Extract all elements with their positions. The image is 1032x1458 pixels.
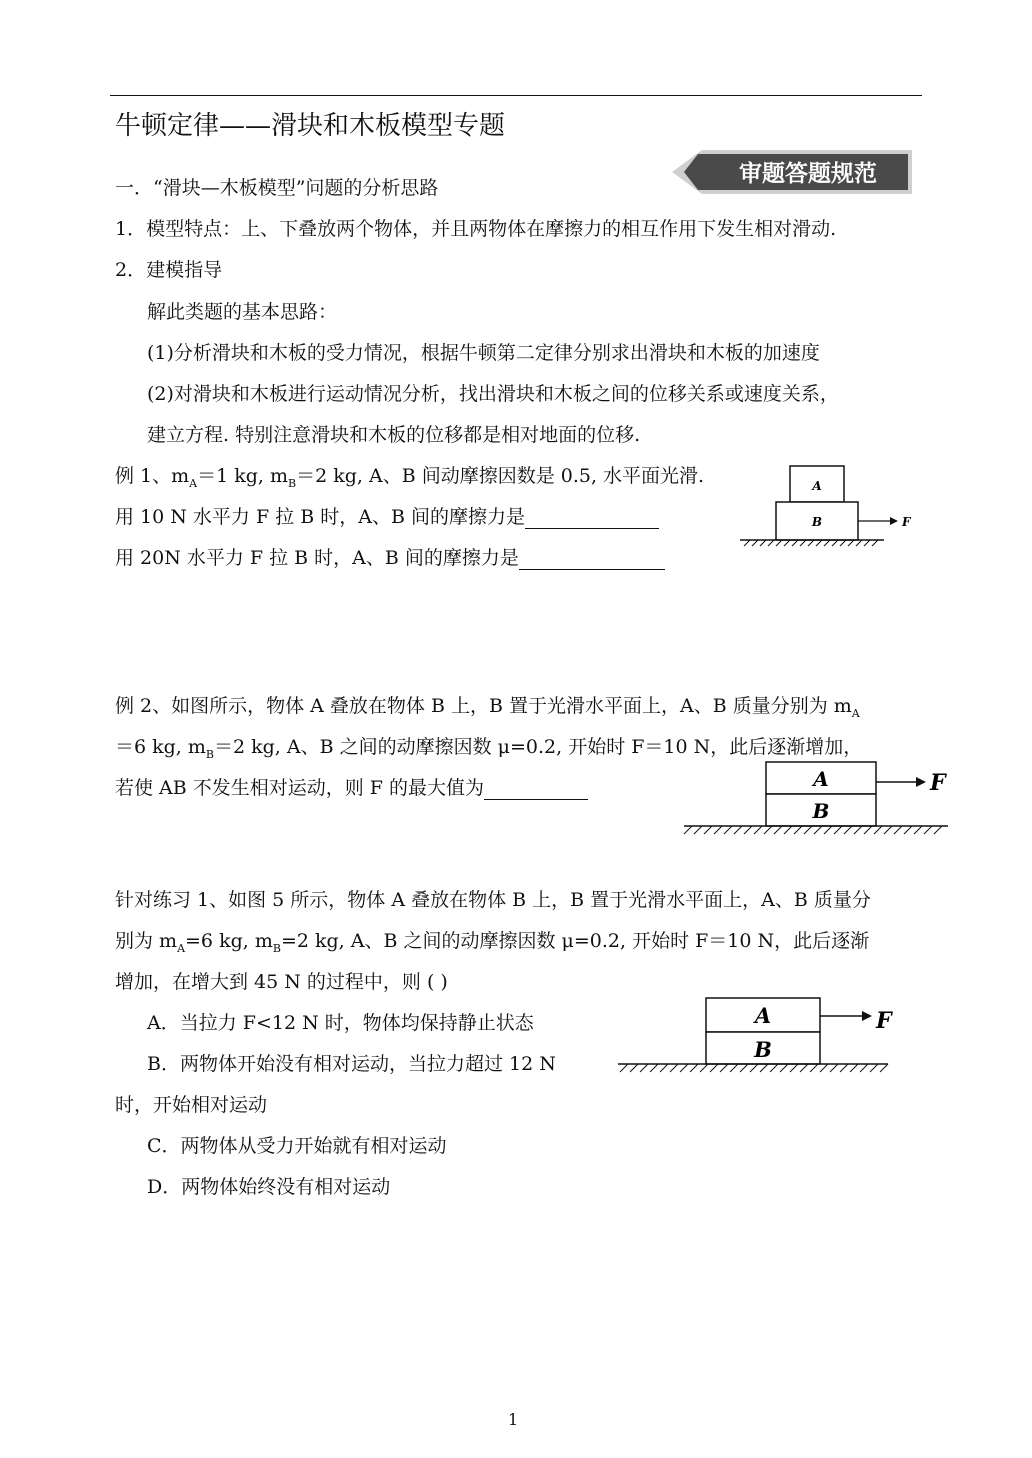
text-fragment: =6 kg, m — [185, 930, 273, 952]
text-fragment: ＝1 kg, m — [197, 465, 289, 487]
text-fragment: ＝2 kg, A、B 间动摩擦因数是 0.5, 水平面光滑. — [296, 465, 705, 487]
option-d[interactable]: D．两物体始终没有相对运动 — [147, 1176, 391, 1198]
ground-hatching — [684, 826, 942, 834]
section-heading: 一．“滑块—木板模型”问题的分析思路 — [115, 177, 439, 199]
page-number: 1 — [508, 1410, 519, 1429]
text-fragment: 别为 m — [115, 930, 178, 952]
subscript: B — [288, 477, 297, 490]
arrowhead-icon — [890, 517, 898, 525]
arrowhead-icon — [916, 777, 926, 787]
model-feature: 1．模型特点：上、下叠放两个物体，并且两物体在摩擦力的相互作用下发生相对滑动. — [115, 218, 837, 240]
example-1-given — [115, 464, 704, 496]
text-fragment: ＝6 kg, m — [115, 736, 206, 758]
basic-approach: 解此类题的基本思路： — [147, 301, 338, 323]
top-rule — [110, 95, 922, 96]
subscript: A — [189, 477, 198, 490]
step-1: (1)分析滑块和木板的受力情况，根据牛顿第二定律分别求出滑块和木板的加速度 — [147, 342, 820, 364]
subscript: A — [851, 707, 860, 720]
practice-1-line-2 — [115, 929, 869, 961]
block-a-label: A — [812, 479, 822, 493]
step-2-continued: 建立方程. 特别注意滑块和木板的位移都是相对地面的位移. — [147, 424, 641, 446]
section-badge — [672, 150, 912, 198]
text-fragment: ＝2 kg, A、B 之间的动摩擦因数 μ=0.2, 开始时 F＝10 N，此后逐渐增加， — [214, 736, 863, 758]
example-1-question-b — [115, 546, 665, 570]
text-fragment: 例 1、m — [115, 465, 190, 487]
question-text: 用 20N 水平力 F 拉 B 时，A、B 间的摩擦力是 — [115, 547, 519, 569]
practice-1-line-3: 增加，在增大到 45 N 的过程中，则 ( ) — [115, 971, 448, 993]
force-label: F — [876, 1008, 892, 1034]
practice-1-line-1: 针对练习 1、如图 5 所示，物体 A 叠放在物体 B 上，B 置于光滑水平面上，A、B 质量分 — [115, 889, 871, 911]
example-2-question — [115, 776, 588, 800]
modeling-guide: 2．建模指导 — [115, 259, 223, 281]
example-1-figure — [738, 462, 918, 556]
example-2-line-1 — [115, 694, 860, 726]
block-b-label: B — [811, 515, 823, 529]
page-title: 牛顿定律——滑块和木板模型专题 — [115, 111, 506, 141]
block-a-label: A — [754, 1003, 772, 1028]
example-2-figure — [680, 758, 960, 846]
badge-arrow-shape — [672, 150, 912, 194]
force-label: F — [930, 770, 946, 796]
subscript: A — [177, 942, 186, 955]
badge-label: 审题答题规范 — [739, 161, 877, 187]
block-b-label: B — [754, 1037, 772, 1062]
ground-hatching — [620, 1064, 888, 1072]
answer-blank[interactable] — [525, 508, 659, 529]
arrowhead-icon — [862, 1011, 872, 1021]
force-label: F — [902, 515, 911, 529]
step-2: (2)对滑块和木板进行运动情况分析，找出滑块和木板之间的位移关系或速度关系， — [147, 383, 839, 405]
question-text: 用 10 N 水平力 F 拉 B 时，A、B 间的摩擦力是 — [115, 506, 525, 528]
ground-hatching — [744, 540, 878, 546]
block-b-label: B — [812, 799, 830, 823]
answer-blank[interactable] — [484, 779, 588, 800]
option-c[interactable]: C．两物体从受力开始就有相对运动 — [147, 1135, 447, 1157]
option-b[interactable]: B．两物体开始没有相对运动，当拉力超过 12 N — [147, 1053, 556, 1075]
option-a[interactable]: A．当拉力 F<12 N 时，物体均保持静止状态 — [147, 1012, 534, 1034]
option-b-continued: 时，开始相对运动 — [115, 1094, 268, 1116]
text-fragment: =2 kg, A、B 之间的动摩擦因数 μ=0.2, 开始时 F＝10 N，此后逐渐 — [280, 930, 870, 952]
subscript: B — [205, 748, 214, 761]
question-text: 若使 AB 不发生相对运动，则 F 的最大值为 — [115, 777, 485, 799]
text-fragment: 例 2、如图所示，物体 A 叠放在物体 B 上，B 置于光滑水平面上，A、B 质量分别为 m — [115, 695, 852, 717]
subscript: B — [272, 942, 281, 955]
block-a-label: A — [813, 767, 829, 791]
answer-blank[interactable] — [519, 549, 665, 570]
example-1-question-a — [115, 505, 659, 529]
practice-1-figure — [616, 994, 906, 1086]
